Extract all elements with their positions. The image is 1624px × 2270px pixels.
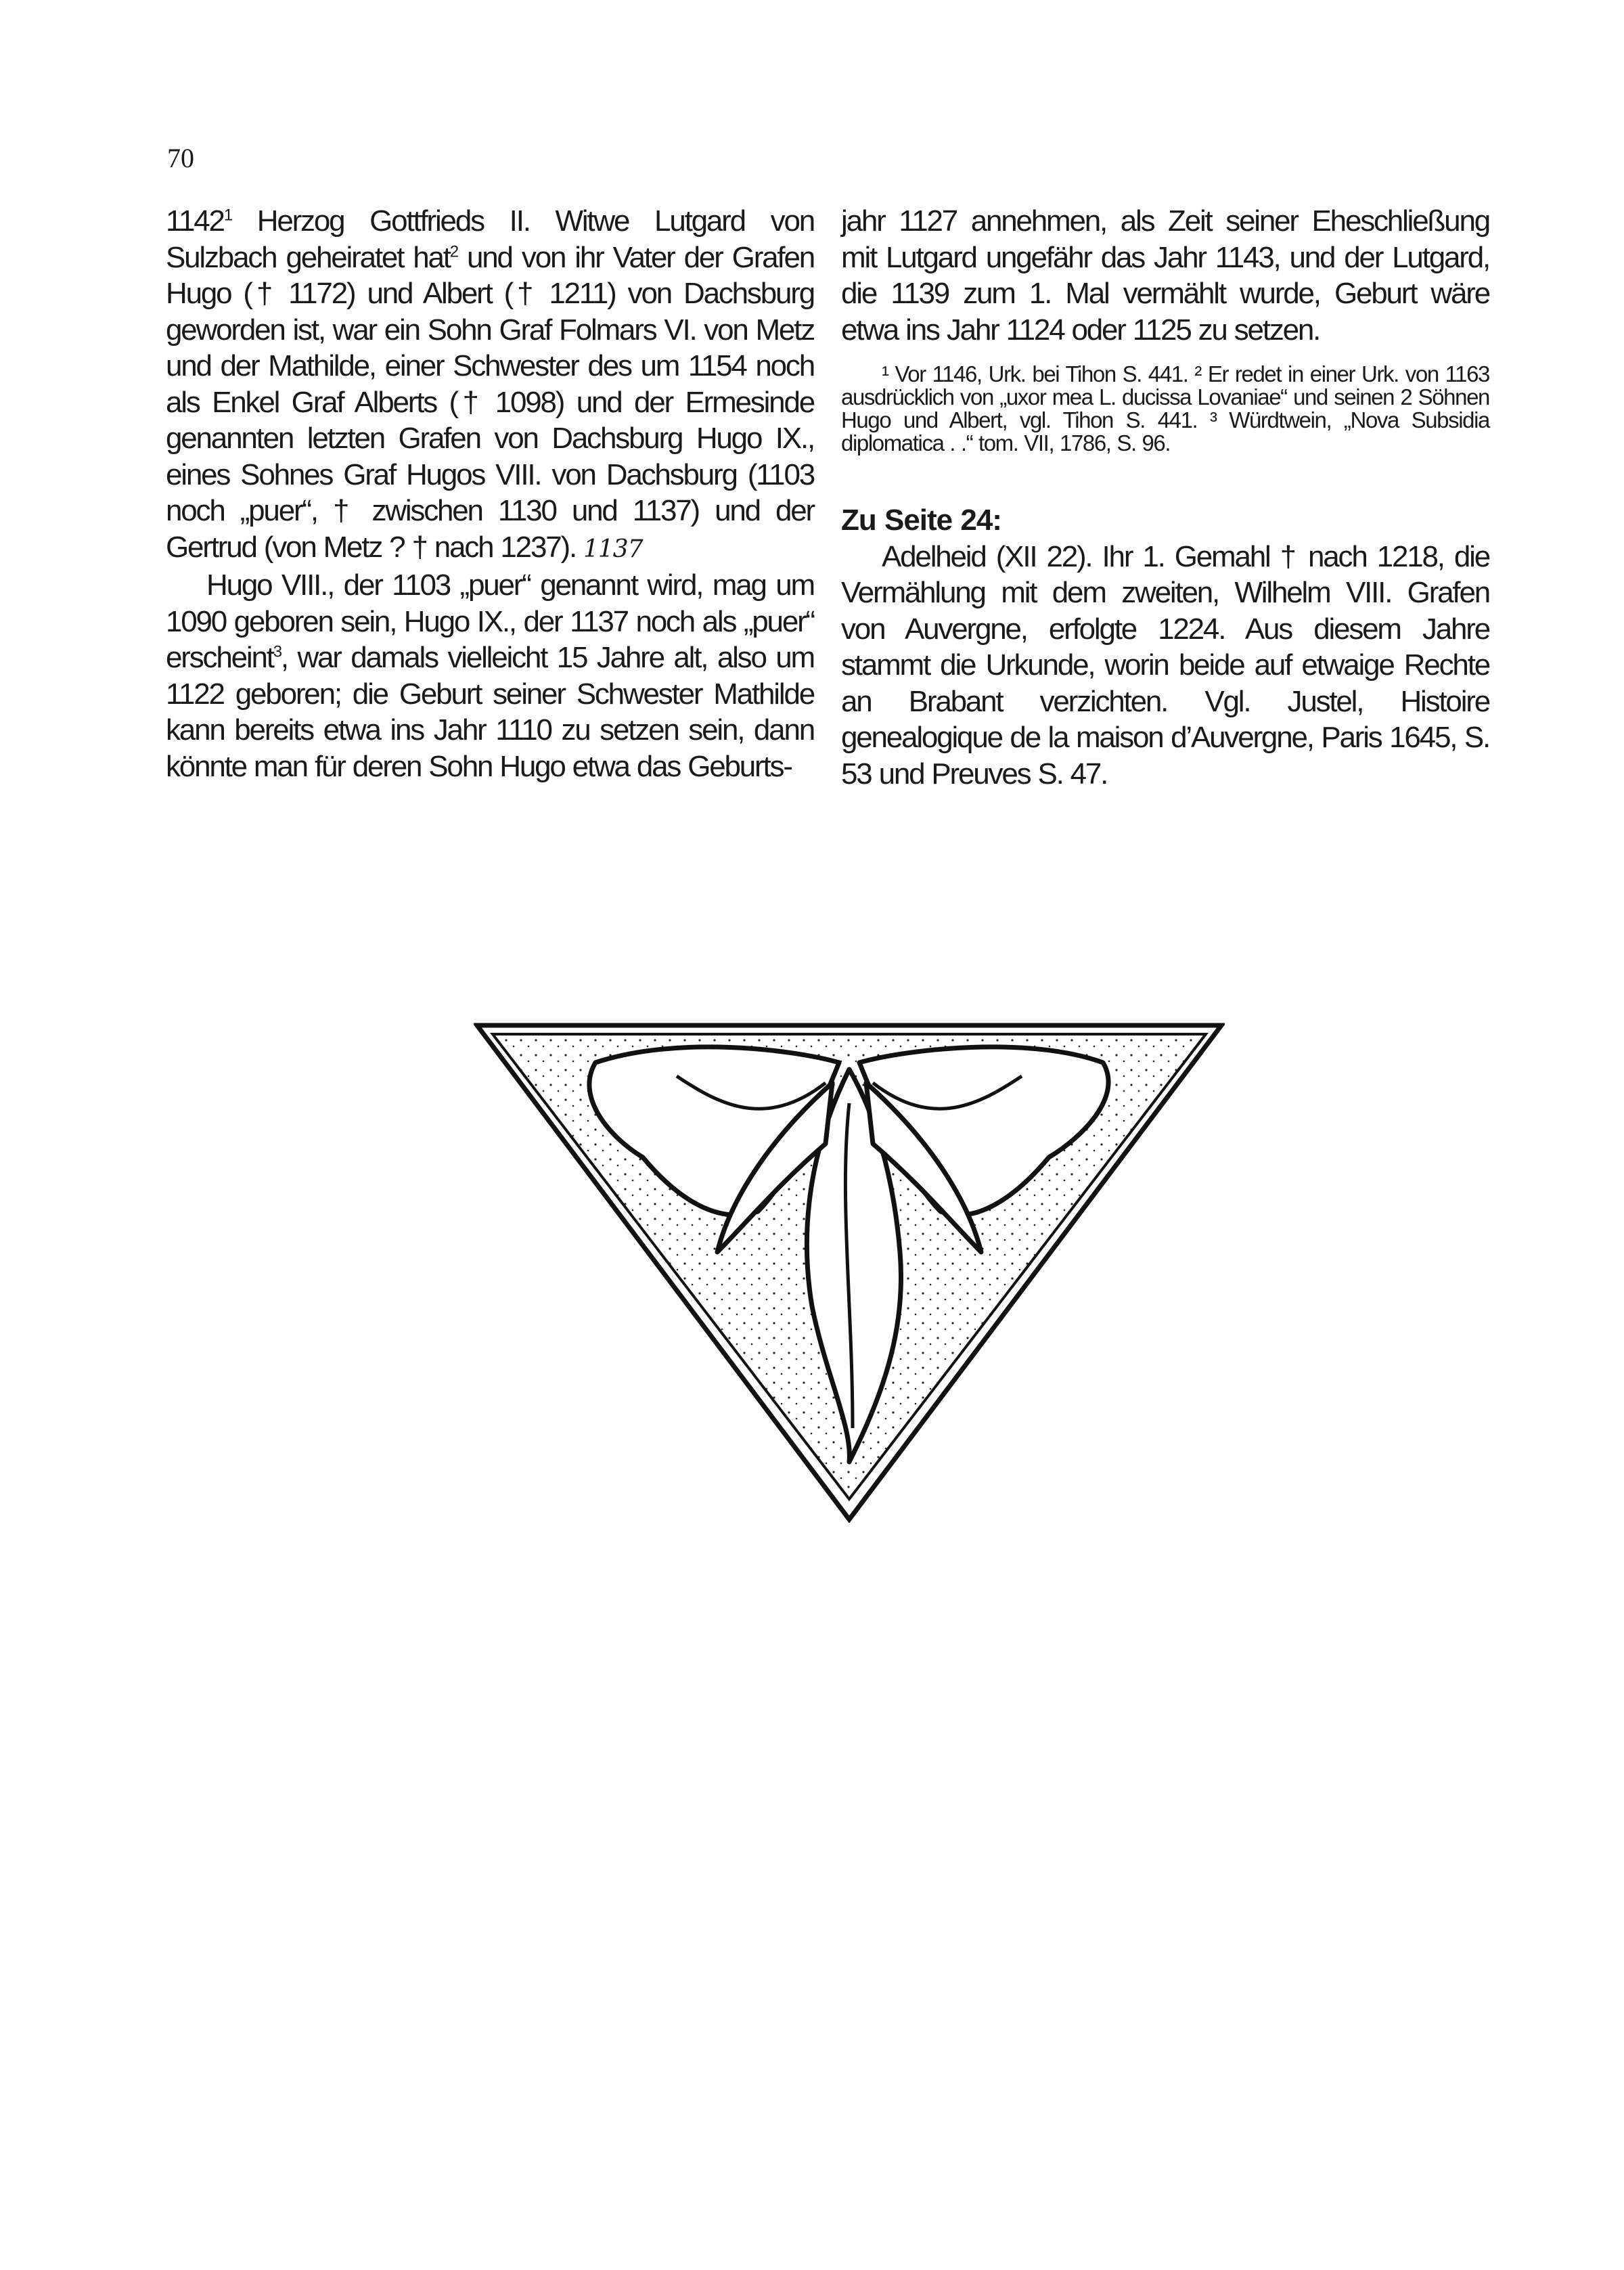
text: 1142 — [166, 204, 224, 238]
paragraph-continuation: jahr 1127 annehmen, als Zeit seiner Eheschließung mit Lutgard ungefähr das Jahr 1143, und der Lutgard, die 1139 zum 1. Mal vermählt wurde, Geburt wäre etwa ins Jahr 1124 oder 1125 zu setzen. — [841, 204, 1489, 347]
footnote-ref: 2 — [449, 242, 457, 261]
footnotes: ¹ Vor 1146, Urk. bei Tihon S. 441. ² Er redet in einer Urk. von 1163 ausdrücklich von „uxor mea L. ducissa Lovaniae“ und seinen 2 Söhnen Hugo und Albert, vgl. Tihon S. 441. ³ Würdtwein, „Nova Subsidia diplomatica . .“ tom. VII, 1786, S. 96. — [841, 361, 1489, 455]
page-number: 70 — [167, 143, 194, 173]
paragraph-2 — [166, 567, 814, 784]
triangle-ornament — [474, 1022, 1225, 1523]
section-heading: Zu Seite 24: — [841, 504, 1001, 537]
paragraph-adelheid: Adelheid (XII 22). Ihr 1. Gemahl † nach 1218, die Vermählung mit dem zweiten, Wilhelm VIII. Grafen von Auvergne, erfolgte 1224. Aus diesem Jahre stammt die Urkunde, worin beide auf etwaige Rechte an Brabant verzichten. Vgl. Justel, Histoire genealogique de la maison d’Auvergne, Paris 1645, S. 53 und Preuves S. 47. — [841, 539, 1489, 791]
right-column — [841, 203, 1489, 792]
text: Hugo VIII., der 1103 „puer“ genannt wird, mag um 1090 geboren sein, Hugo IX., der 1137 noch als „puer“ erscheint — [166, 569, 814, 674]
text: Herzog Gottfrieds II. Witwe Lutgard von Sulzbach geheiratet hat — [166, 204, 814, 274]
handwritten-note: 1137 — [583, 535, 643, 563]
paragraph-1 — [166, 203, 814, 567]
left-column — [166, 203, 814, 784]
text: und von ihr Vater der Grafen Hugo († 1172) und Albert († 1211) von Dachsburg geworden ist, war ein Sohn Graf Folmars VI. von Metz und der Mathilde, einer Schwester des um 1154 noch als Enkel Graf Alberts († 1098) und der Ermesinde genannten letzten Grafen von Dachsburg Hugo IX., eines Sohnes Graf Hugos VIII. von Dachsburg (1103 noch „puer“, † zwischen 1130 und 1137) und der Gertrud (von Metz ? † nach 1237). — [166, 240, 814, 564]
footnote-ref: 3 — [273, 642, 281, 661]
text: , war damals vielleicht 15 Jahre alt, also um 1122 geboren; die Geburt seiner Schwester Mathilde kann bereits etwa ins Jahr 1110 zu setzen sein, dann könnte man für deren Sohn Hugo etwa das Geburts- — [166, 641, 814, 783]
footnote-ref: 1 — [223, 206, 231, 225]
